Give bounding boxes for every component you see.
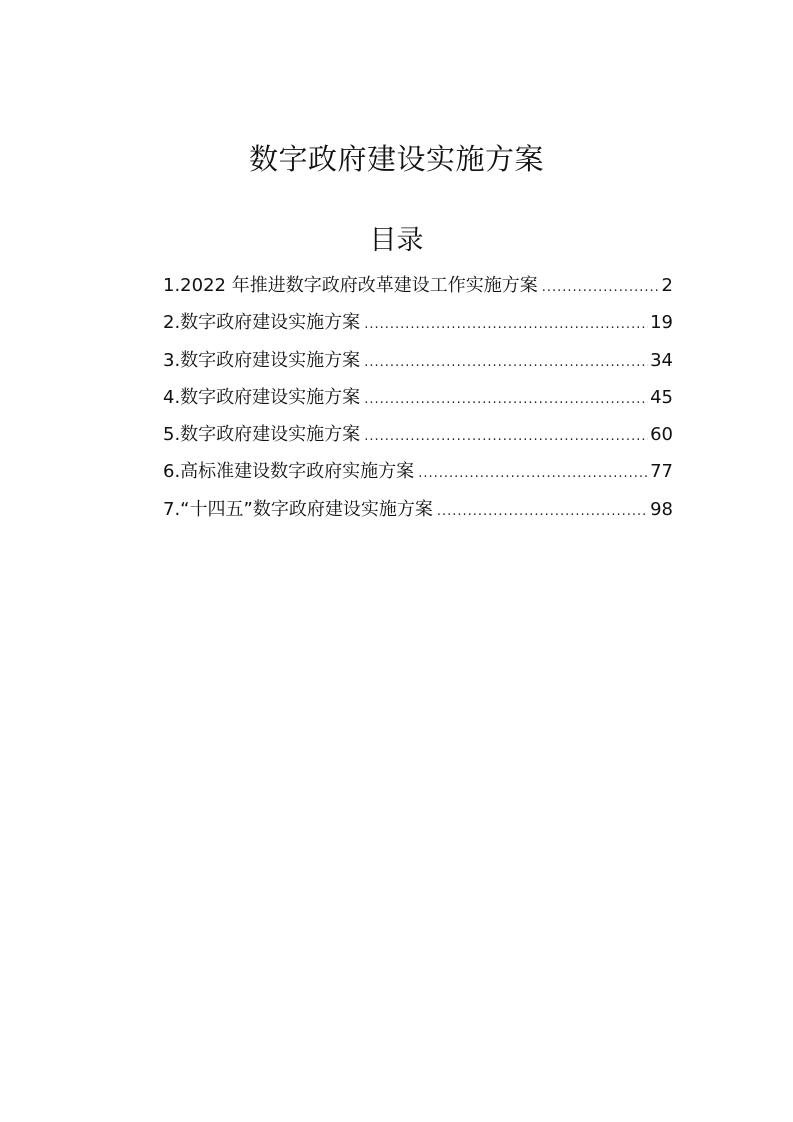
toc-dot-leader xyxy=(542,275,660,301)
toc-entry-page: 34 xyxy=(650,349,673,371)
toc-dot-leader xyxy=(364,312,648,338)
toc-entry-page: 2 xyxy=(661,275,673,296)
toc-entry-4[interactable] xyxy=(163,385,673,422)
toc-entry-page: 98 xyxy=(650,498,673,520)
toc-dot-leader xyxy=(364,350,648,376)
toc-entry-label: 6.高标准建设数字政府实施方案 xyxy=(163,461,415,483)
toc-dot-leader xyxy=(364,387,648,413)
toc-entry-page: 45 xyxy=(650,386,673,408)
toc-dot-leader xyxy=(364,424,648,450)
toc-dot-leader xyxy=(437,499,648,525)
toc-entry-3[interactable] xyxy=(163,348,673,385)
toc-heading: 目录 xyxy=(369,225,424,256)
toc-entry-page: 77 xyxy=(650,461,673,483)
toc-entry-6[interactable] xyxy=(163,459,673,496)
toc-entry-label: 3.数字政府建设实施方案 xyxy=(163,349,361,371)
toc-entry-page: 19 xyxy=(650,312,673,334)
toc-entry-label: 4.数字政府建设实施方案 xyxy=(163,386,361,408)
table-of-contents xyxy=(163,273,673,534)
toc-entry-label: 2.数字政府建设实施方案 xyxy=(163,312,361,334)
toc-entry-page: 60 xyxy=(650,424,673,446)
toc-entry-5[interactable] xyxy=(163,422,673,459)
toc-entry-label: 7.“十四五”数字政府建设实施方案 xyxy=(163,498,433,520)
toc-entry-7[interactable] xyxy=(163,497,673,534)
toc-entry-1[interactable] xyxy=(163,273,673,310)
toc-dot-leader xyxy=(418,461,648,487)
toc-entry-label: 5.数字政府建设实施方案 xyxy=(163,424,361,446)
toc-entry-2[interactable] xyxy=(163,310,673,347)
document-title: 数字政府建设实施方案 xyxy=(248,142,544,176)
toc-entry-label: 1.2022 年推进数字政府改革建设工作实施方案 xyxy=(163,275,538,296)
